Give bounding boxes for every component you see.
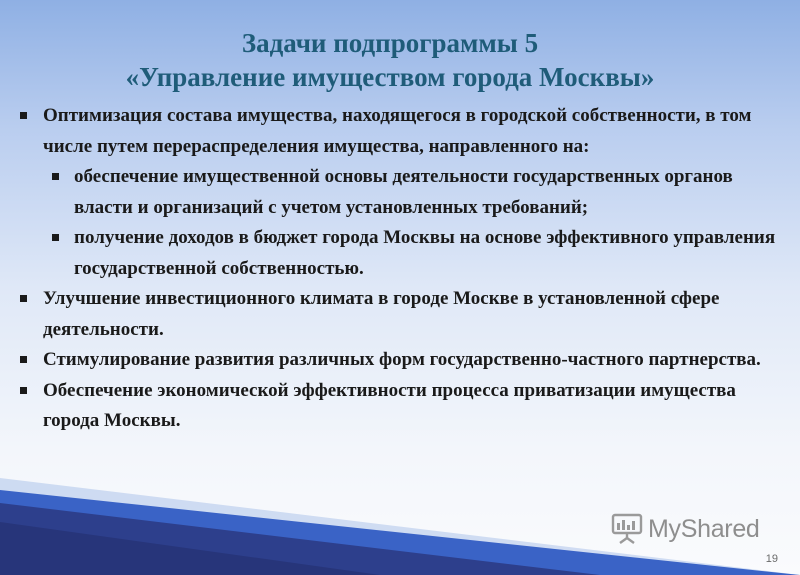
list-item-text: Стимулирование развития различных форм государственно-частного партнерства.: [43, 349, 761, 370]
square-bullet-icon: [20, 356, 27, 363]
myshared-watermark: [610, 513, 760, 545]
list-item: [19, 376, 784, 437]
slide-title: [0, 26, 780, 94]
list-item: [19, 101, 784, 162]
sub-list-item: [50, 162, 784, 223]
list-item: [19, 345, 784, 376]
list-item-text: обеспечение имущественной основы деятельности государственных органов власти и организаций с учетом установленных требований;: [74, 166, 733, 218]
list-item-text: Оптимизация состава имущества, находящегося в городской собственности, в том числе путем перераспределения имущества, направленного на:: [43, 105, 752, 157]
page-number: 19: [765, 553, 778, 565]
list-item: [19, 284, 784, 345]
square-bullet-icon: [20, 295, 27, 302]
sub-list-item: [50, 223, 784, 284]
square-bullet-icon: [52, 234, 59, 241]
list-item-text: получение доходов в бюджет города Москвы на основе эффективного управления государственной собственностью.: [74, 227, 776, 279]
list-item-text: Улучшение инвестиционного климата в городе Москве в установленной сфере деятельности.: [43, 288, 720, 340]
square-bullet-icon: [20, 112, 27, 119]
presentation-board-icon: [610, 513, 644, 545]
square-bullet-icon: [52, 173, 59, 180]
list-item-text: Обеспечение экономической эффективности процесса приватизации имущества города Москвы.: [43, 379, 736, 431]
watermark-text: MyShared: [648, 514, 760, 543]
title-line-1: Задачи подпрограммы 5: [241, 28, 539, 58]
task-list: [19, 101, 784, 437]
square-bullet-icon: [20, 387, 27, 394]
title-line-2: «Управление имуществом города Москвы»: [125, 62, 655, 92]
